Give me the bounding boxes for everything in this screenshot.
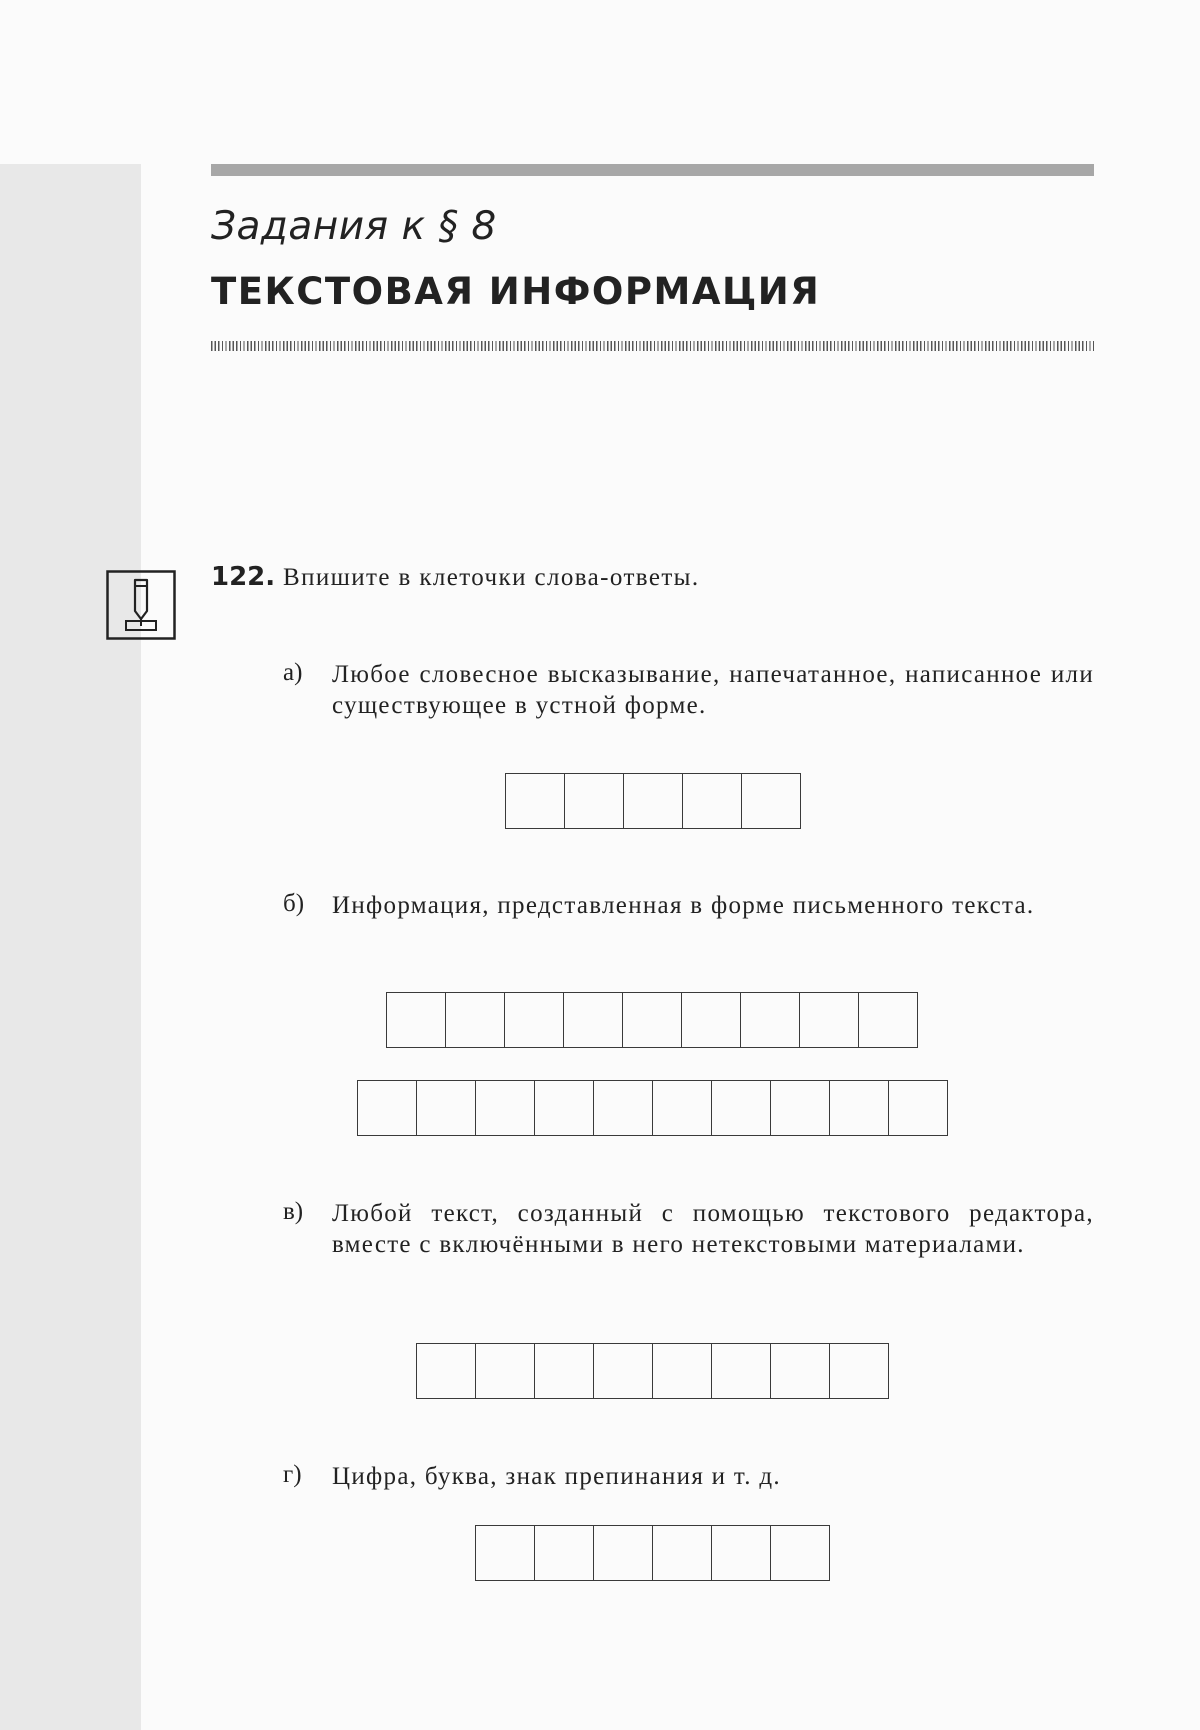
answer-cell[interactable] bbox=[770, 1080, 830, 1136]
answer-cell[interactable] bbox=[711, 1080, 771, 1136]
item-letter-a: а) bbox=[283, 659, 303, 686]
answer-cell[interactable] bbox=[652, 1080, 712, 1136]
answer-cell[interactable] bbox=[770, 1343, 830, 1399]
answer-cell[interactable] bbox=[534, 1525, 594, 1581]
answer-cell[interactable] bbox=[652, 1525, 712, 1581]
chapter-title: ТЕКСТОВАЯ ИНФОРМАЦИЯ bbox=[211, 270, 821, 313]
answer-cell[interactable] bbox=[593, 1525, 653, 1581]
answer-cell[interactable] bbox=[475, 1080, 535, 1136]
item-letter-v: в) bbox=[283, 1198, 304, 1225]
answer-cells-b-row2[interactable] bbox=[357, 1080, 948, 1136]
answer-cell[interactable] bbox=[534, 1080, 594, 1136]
answer-cells-v[interactable] bbox=[416, 1343, 889, 1399]
answer-cell[interactable] bbox=[564, 773, 624, 829]
answer-cell[interactable] bbox=[445, 992, 505, 1048]
answer-cell[interactable] bbox=[593, 1343, 653, 1399]
item-letter-b: б) bbox=[283, 890, 305, 917]
answer-cells-g[interactable] bbox=[475, 1525, 830, 1581]
answer-cell[interactable] bbox=[799, 992, 859, 1048]
task-number: 122. bbox=[211, 562, 276, 592]
answer-cell[interactable] bbox=[829, 1343, 889, 1399]
header-hatch-rule bbox=[211, 341, 1094, 351]
answer-cell[interactable] bbox=[711, 1343, 771, 1399]
answer-cell[interactable] bbox=[475, 1343, 535, 1399]
answer-cell[interactable] bbox=[416, 1080, 476, 1136]
answer-cell[interactable] bbox=[475, 1525, 535, 1581]
answer-cell[interactable] bbox=[623, 773, 683, 829]
item-text-a: Любое словесное высказывание, напечатанное, написанное или существующее в устной форме. bbox=[332, 661, 1094, 719]
answer-cell[interactable] bbox=[711, 1525, 771, 1581]
answer-cell[interactable] bbox=[858, 992, 918, 1048]
answer-cell[interactable] bbox=[534, 1343, 594, 1399]
page-margin-strip bbox=[0, 164, 141, 1730]
pencil-writing-icon bbox=[106, 570, 176, 640]
answer-cell[interactable] bbox=[770, 1525, 830, 1581]
answer-cell[interactable] bbox=[593, 1080, 653, 1136]
item-text-v: Любой текст, созданный с помощью текстового редактора, вместе с включёнными в него нетекстовыми материалами. bbox=[332, 1200, 1094, 1258]
answer-cells-a[interactable] bbox=[505, 773, 801, 829]
answer-cell[interactable] bbox=[563, 992, 623, 1048]
answer-cells-b-row1[interactable] bbox=[386, 992, 918, 1048]
answer-cell[interactable] bbox=[888, 1080, 948, 1136]
answer-cell[interactable] bbox=[829, 1080, 889, 1136]
header-top-rule bbox=[211, 164, 1094, 176]
item-text-b: Информация, представленная в форме письменного текста. bbox=[332, 892, 1035, 919]
answer-cell[interactable] bbox=[741, 773, 801, 829]
answer-cell[interactable] bbox=[740, 992, 800, 1048]
section-label: Задания к § 8 bbox=[211, 204, 497, 249]
answer-cell[interactable] bbox=[681, 992, 741, 1048]
task-instruction: Впишите в клеточки слова-ответы. bbox=[283, 564, 700, 591]
answer-cell[interactable] bbox=[622, 992, 682, 1048]
answer-cell[interactable] bbox=[386, 992, 446, 1048]
answer-cell[interactable] bbox=[505, 773, 565, 829]
item-text-g: Цифра, буква, знак препинания и т. д. bbox=[332, 1463, 781, 1490]
item-letter-g: г) bbox=[283, 1461, 302, 1488]
answer-cell[interactable] bbox=[357, 1080, 417, 1136]
answer-cell[interactable] bbox=[652, 1343, 712, 1399]
answer-cell[interactable] bbox=[504, 992, 564, 1048]
answer-cell[interactable] bbox=[682, 773, 742, 829]
answer-cell[interactable] bbox=[416, 1343, 476, 1399]
